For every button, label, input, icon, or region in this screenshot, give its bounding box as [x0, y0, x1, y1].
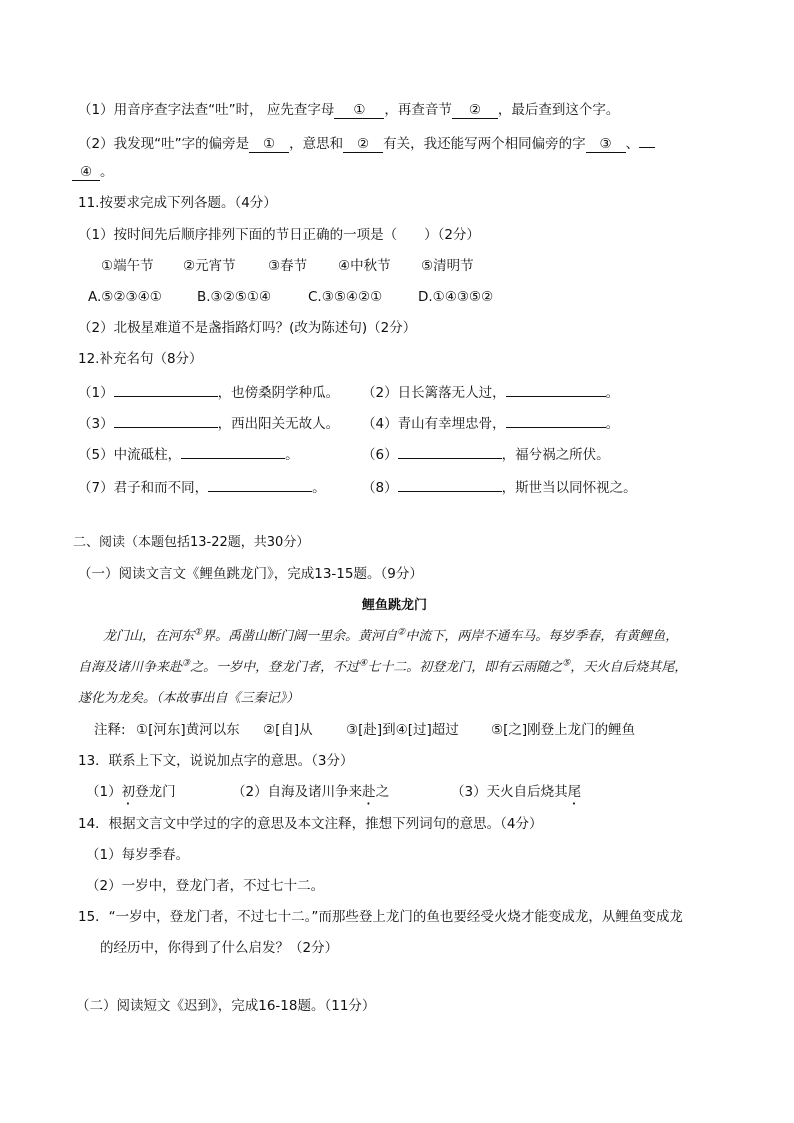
- quote-item-1: [78, 382, 339, 402]
- passage-text: 界。禹凿山断门阔一里余。黄河自: [202, 629, 398, 644]
- q15-line-2: 的经历中，你得到了什么启发？（2分）: [100, 940, 339, 956]
- q13-title: 13．联系上下文，说说加点字的意思。（3分）: [78, 753, 354, 769]
- passage-title: 鲤鱼跳龙门: [362, 598, 428, 613]
- quote-blank[interactable]: [114, 413, 218, 428]
- part2-title: （二）阅读短文《迟到》，完成16-18题。（11分）: [76, 998, 376, 1014]
- note-5: ⑤[之]刚登上龙门的鲤鱼: [491, 722, 636, 738]
- quote-text: 。: [605, 385, 620, 401]
- passage-text: 之。一岁中，登龙门者，不过: [190, 660, 360, 675]
- q10-line-3: [72, 163, 114, 181]
- q10-line-1: [78, 101, 619, 119]
- quote-text: ，西出阳关无故人。: [217, 416, 340, 432]
- q13-text: 之: [375, 784, 390, 800]
- quote-blank[interactable]: [208, 477, 312, 492]
- quote-text: 。: [285, 447, 299, 463]
- note-2: ②[自]从: [263, 722, 313, 738]
- q10-blank-3[interactable]: ①: [249, 136, 289, 153]
- q10-blank-4[interactable]: ②: [343, 136, 383, 153]
- passage-text: 自海及诸川争来赴: [78, 660, 183, 675]
- quote-blank[interactable]: [398, 477, 502, 492]
- passage-line-3: [78, 690, 299, 708]
- quote-item-4: [362, 413, 619, 433]
- q10-blank-6[interactable]: ④: [72, 164, 100, 181]
- quote-item-7: [78, 477, 326, 497]
- q15-line-1: 15．“一岁中，登龙门者，不过七十二。”而那些登上龙门的鱼也要经受火烧才能变成龙，从鲤鱼变成龙: [78, 909, 683, 925]
- passage-text: ，天火自后烧其尾，: [570, 660, 688, 675]
- quote-text: 。: [312, 480, 326, 496]
- quote-blank[interactable]: [506, 382, 606, 397]
- quote-num: （4）: [362, 416, 398, 432]
- quote-num: （1）: [78, 385, 114, 401]
- notes-label: 注释:: [94, 722, 126, 738]
- q14-s1: （1）每岁季春。: [86, 847, 190, 863]
- q12-title: 12.补充名句（8分）: [78, 351, 203, 367]
- passage-text: 遂化为龙矣。（本故事出自《三秦记》）: [78, 691, 300, 706]
- quote-text: ，福兮祸之所伏。: [501, 447, 610, 463]
- quote-num: （6）: [362, 447, 398, 463]
- q13-b: [232, 783, 389, 808]
- q13-text: 登龙门: [135, 784, 176, 800]
- quote-num: （8）: [362, 480, 398, 496]
- q10-line2-text3: 有关，我还能写两个相同偏旁的字: [383, 136, 586, 152]
- q10-line1-text3: ，最后查到这个字。: [497, 102, 620, 118]
- note-ref: ⑤: [562, 658, 571, 669]
- q13-text: （3）天火自后烧其: [451, 784, 568, 800]
- quote-blank[interactable]: [114, 382, 218, 397]
- quote-text: 日长篱落无人过，: [397, 385, 506, 401]
- quote-item-3: [78, 413, 339, 433]
- quote-text: ，斯世当以同怀视之。: [501, 480, 637, 496]
- dotted-char: 尾: [567, 784, 582, 800]
- part1-title: （一）阅读文言文《鲤鱼跳龙门》，完成13-15题。（9分）: [78, 566, 423, 582]
- q10-blank-1[interactable]: ①: [334, 102, 384, 119]
- passage-text: 中流下，两岸不通车马。每岁季春，有黄鲤鱼，: [405, 629, 679, 644]
- note-ref: ④: [359, 658, 368, 669]
- quote-blank[interactable]: [506, 413, 606, 428]
- note-ref: ①: [194, 627, 203, 638]
- q10-blank-6-start[interactable]: [639, 133, 655, 148]
- q13-text: （2）自海及诸川争来: [232, 784, 363, 800]
- q10-line1-text: （1）用音序查字法查“吐”时， 应先查字母: [78, 102, 335, 118]
- q14-s2: （2）一岁中，登龙门者，不过七十二。: [86, 878, 325, 894]
- festival-2: ②元宵节: [183, 258, 236, 274]
- quote-num: （5）: [78, 447, 114, 463]
- passage-line-1: [103, 628, 678, 646]
- q10-blank-2[interactable]: ②: [452, 102, 498, 119]
- note-3: ③[赴]到④[过]超过: [346, 722, 459, 738]
- quote-text: ，也傍桑阴学种瓜。: [217, 385, 340, 401]
- q10-line2-text4: 、: [625, 136, 640, 152]
- quote-text: 君子和而不同，: [113, 480, 209, 496]
- q14-title: 14．根据文言文中学过的字的意思及本文注释，推想下列词句的意思。（4分）: [78, 816, 543, 832]
- q11-sub1: （1）按时间先后顺序排列下面的节日正确的一项是（ ）（2分）: [78, 227, 480, 243]
- festival-4: ④中秋节: [338, 258, 391, 274]
- passage-text: 七十二。初登龙门，即有云雨随之: [367, 660, 563, 675]
- passage-line-2: [78, 659, 687, 677]
- note-ref: ②: [397, 627, 406, 638]
- quote-num: （3）: [78, 416, 114, 432]
- festival-1: ①端午节: [101, 258, 154, 274]
- quote-text: 青山有幸埋忠骨，: [397, 416, 506, 432]
- quote-num: （2）: [362, 385, 398, 401]
- quote-text: 。: [605, 416, 620, 432]
- festival-5: ⑤清明节: [421, 258, 474, 274]
- option-a[interactable]: A.⑤②③④①: [88, 289, 162, 305]
- q10-line2-text2: ，意思和: [289, 136, 344, 152]
- option-d[interactable]: D.①④③⑤②: [418, 289, 494, 305]
- festival-3: ③春节: [268, 258, 308, 274]
- dotted-char: 初: [121, 784, 136, 800]
- quote-item-8: [362, 477, 637, 497]
- q11-title: 11.按要求完成下列各题。（4分）: [78, 195, 277, 211]
- quote-num: （7）: [78, 480, 114, 496]
- q13-a: [86, 783, 176, 808]
- quote-item-6: [362, 444, 610, 464]
- q10-line3-text: 。: [100, 164, 114, 180]
- q11-sub2: （2）北极星难道不是盏指路灯吗？(改为陈述句)（2分）: [78, 320, 417, 336]
- quote-item-2: [362, 382, 619, 402]
- quote-text: 中流砥柱，: [113, 447, 182, 463]
- dotted-char: 赴: [362, 784, 376, 800]
- option-b[interactable]: B.③②⑤①④: [197, 289, 272, 305]
- quote-item-5: [78, 444, 299, 464]
- note-1: ①[河东]黄河以东: [136, 722, 240, 738]
- q10-line-2: [78, 133, 655, 153]
- q13-c: [451, 783, 581, 808]
- q10-line1-text2: ，再查音节: [384, 102, 452, 118]
- section2-title: 二、阅读（本题包括13-22题，共30分）: [73, 535, 310, 550]
- q10-line2-text: （2）我发现“吐”字的偏旁是: [78, 136, 250, 152]
- passage-text: 龙门山，在河东: [103, 629, 195, 644]
- note-ref: ③: [182, 658, 191, 669]
- q13-text: （1）: [86, 784, 122, 800]
- option-c[interactable]: C.③⑤④②①: [308, 289, 383, 305]
- quote-blank[interactable]: [398, 444, 502, 459]
- q10-blank-5[interactable]: ③: [586, 136, 626, 153]
- quote-blank[interactable]: [181, 444, 285, 459]
